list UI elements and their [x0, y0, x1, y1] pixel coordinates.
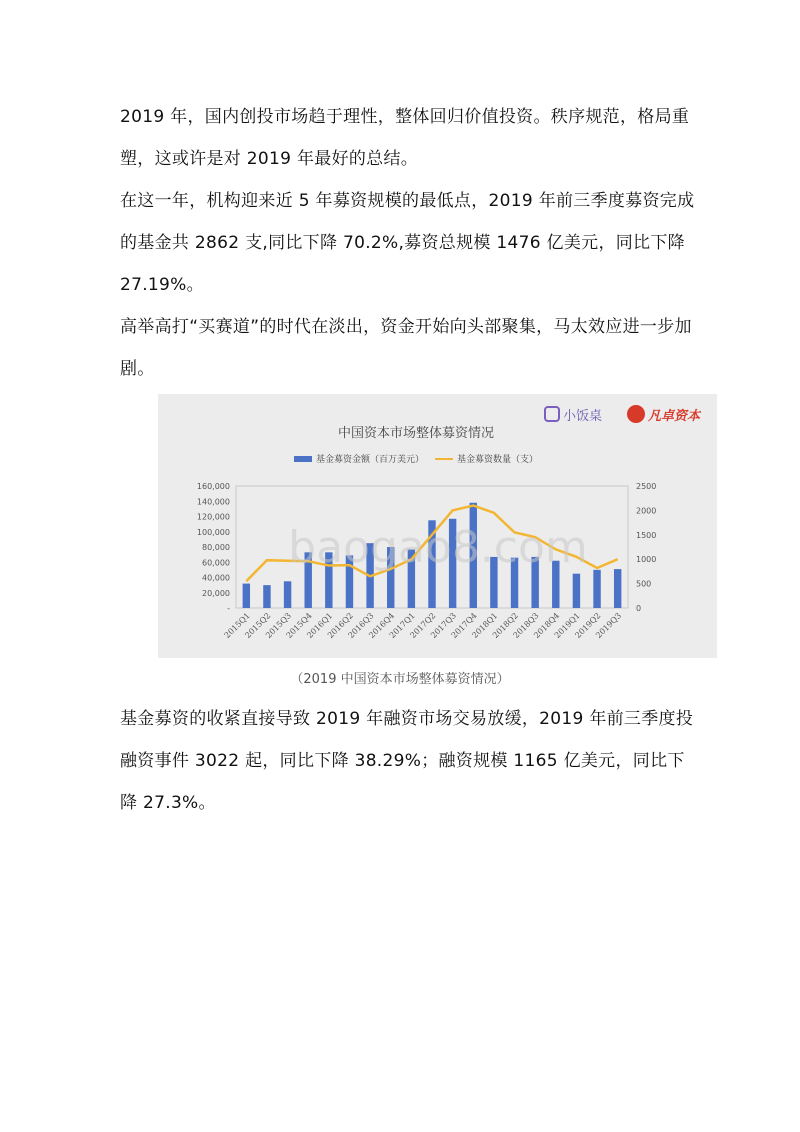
paragraph-4: 基金募资的收紧直接导致 2019 年融资市场交易放缓，2019 年前三季度投融资事件 3022 起，同比下降 38.29%；融资规模 1165 亿美元，同比下降 27.3%。 — [120, 709, 694, 813]
bar — [284, 581, 291, 608]
y-right-tick-label: 1000 — [636, 555, 657, 565]
y-right-tick-label: 2000 — [636, 506, 657, 516]
x-tick-label: 2017Q4 — [449, 611, 479, 641]
bar — [573, 574, 580, 608]
logo-fanzhuo-text: 凡卓资本 — [648, 409, 701, 424]
x-tick-label: 2016Q3 — [346, 611, 376, 641]
y-left-axis — [197, 482, 230, 613]
x-tick-label: 2018Q1 — [470, 611, 500, 641]
x-tick-label: 2017Q2 — [408, 611, 438, 641]
y-left-tick-label: 120,000 — [196, 512, 230, 522]
paragraph-3: 高举高打“买赛道”的时代在淡出，资金开始向头部聚集，马太效应进一步加剧。 — [120, 317, 692, 379]
x-tick-label: 2015Q4 — [284, 611, 314, 641]
logo-fanzhuo-capital — [627, 405, 702, 424]
y-left-tick-label: 160,000 — [196, 482, 230, 491]
x-tick-label: 2017Q1 — [387, 611, 417, 641]
x-tick-label: 2017Q3 — [429, 611, 459, 641]
y-right-tick-label: 0 — [636, 604, 642, 613]
fundraising-chart — [158, 394, 717, 658]
x-tick-label: 2015Q2 — [243, 611, 273, 641]
chart-figure — [158, 394, 717, 658]
y-left-tick-label: 80,000 — [202, 543, 230, 552]
legend-bar-swatch — [294, 456, 312, 462]
x-tick-label: 2019Q3 — [594, 611, 624, 641]
y-left-tick-label: 40,000 — [202, 573, 230, 583]
y-right-tick-label: 1500 — [636, 530, 657, 540]
watermark: baogao8.com — [288, 522, 588, 573]
paragraph-1: 2019 年，国内创投市场趋于理性，整体回归价值投资。秩序规范，格局重塑，这或许是对 2019 年最好的总结。 — [120, 107, 690, 169]
y-left-tick-label: 60,000 — [202, 558, 230, 568]
bar — [593, 570, 600, 608]
y-left-tick-label: 20,000 — [202, 588, 230, 598]
y-right-axis — [636, 482, 656, 613]
x-tick-label: 2018Q2 — [490, 611, 520, 641]
x-tick-label: 2016Q1 — [305, 611, 335, 641]
logo-xiaofanzhuo — [545, 407, 602, 424]
x-axis — [223, 611, 623, 640]
paragraph-2: 在这一年，机构迎来近 5 年募资规模的最低点，2019 年前三季度募资完成的基金共 2862 支,同比下降 70.2%,募资总规模 1476 亿美元，同比下降 27.19%。 — [120, 191, 695, 295]
y-left-tick-label: 140,000 — [196, 497, 230, 507]
logo-xiaofanzhuo-text: 小饭桌 — [563, 409, 603, 424]
x-tick-label: 2018Q3 — [511, 611, 541, 641]
chart-legend — [294, 453, 538, 465]
bar — [263, 585, 270, 608]
y-left-tick-label: - — [227, 604, 230, 613]
logo-xiaofanzhuo-icon — [545, 407, 559, 421]
x-tick-label: 2015Q1 — [222, 611, 252, 641]
x-tick-label: 2016Q2 — [325, 611, 355, 641]
x-tick-label: 2018Q4 — [532, 611, 562, 641]
y-right-tick-label: 500 — [636, 579, 652, 589]
x-tick-label: 2019Q1 — [552, 611, 582, 641]
x-tick-label: 2019Q2 — [573, 611, 603, 641]
logo-fanzhuo-icon — [627, 405, 645, 423]
bar — [243, 584, 250, 608]
bar — [614, 569, 621, 608]
figure-caption: （2019 中国资本市场整体募资情况） — [290, 672, 510, 687]
x-tick-label: 2015Q3 — [263, 611, 293, 641]
legend-line-label: 基金募资数量（支） — [457, 455, 539, 465]
x-tick-label: 2016Q4 — [367, 611, 397, 641]
chart-title: 中国资本市场整体募资情况 — [337, 426, 495, 441]
y-left-tick-label: 100,000 — [196, 527, 230, 537]
legend-bar-label: 基金募资金额（百万美元） — [316, 455, 425, 465]
y-right-tick-label: 2500 — [636, 482, 657, 491]
